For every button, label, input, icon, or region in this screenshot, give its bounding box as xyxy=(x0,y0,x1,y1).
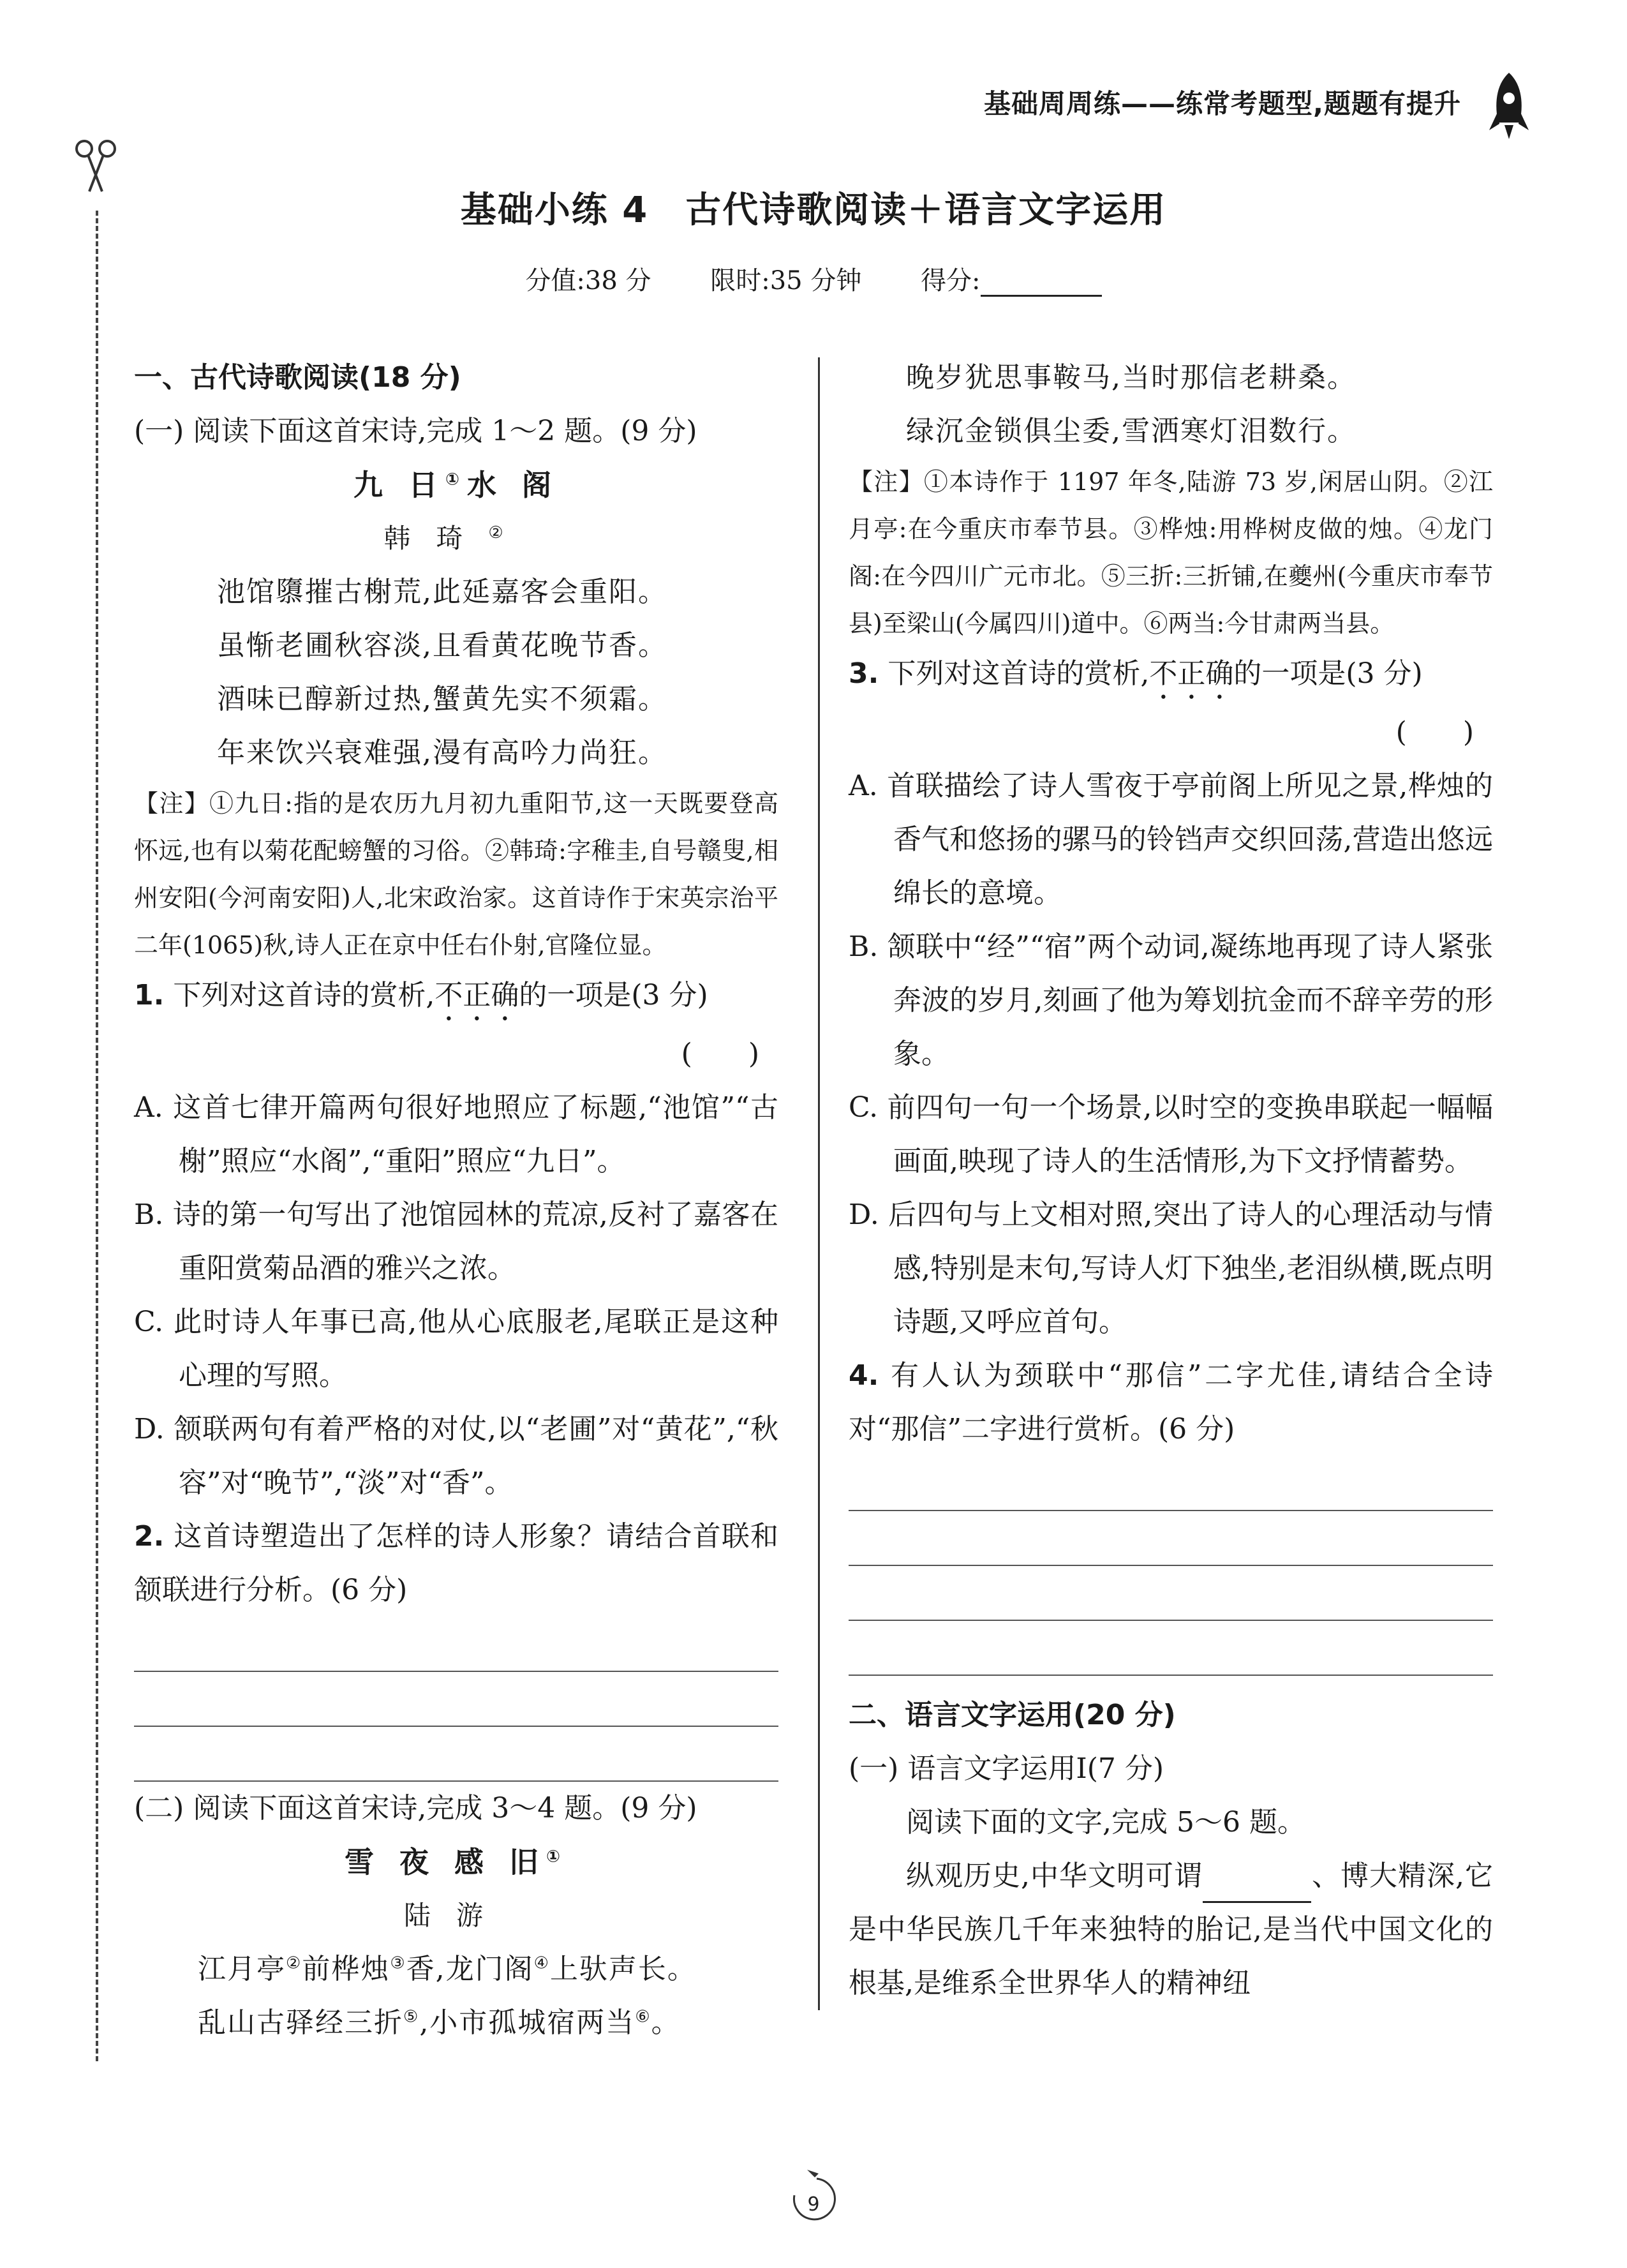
poem2-line2-b: ,小市孤城宿两当 xyxy=(419,2006,635,2039)
poem2-line-1 xyxy=(134,1943,778,1996)
page-number-badge xyxy=(782,2163,845,2234)
poem2-title-text: 雪 夜 感 旧 xyxy=(344,1845,547,1879)
poem2-line-3: 晚岁犹思事鞍马,当时那信老耕桑。 xyxy=(906,361,1356,394)
poem2-line-2 xyxy=(134,1996,778,2050)
question-1-option-d[interactable]: D. 颔联两句有着严格的对仗,以“老圃”对“黄花”,“秋容”对“晚节”,“淡”对“香”。 xyxy=(134,1413,778,1499)
question-1-number: 1. xyxy=(134,979,165,1011)
poem1-title-a: 九 日 xyxy=(353,468,445,502)
question-1-option-c[interactable]: C. 此时诗人年事已高,他从心底服老,尾联正是这种心理的写照。 xyxy=(134,1306,778,1392)
poem2-note: 【注】①本诗作于 1197 年冬,陆游 73 岁,闲居山阴。②江月亭:在今重庆市奉节县。③桦烛:用桦树皮做的烛。④龙门阁:在今四川广元市北。⑤三折:三折铺,在夔州(今重庆市奉节县)至梁山(今属四川)道中。⑥两当:今甘肃两当县。 xyxy=(849,468,1493,638)
question-1-option-a[interactable]: A. 这首七律开篇两句很好地照应了标题,“池馆”“古榭”照应“水阁”,“重阳”照应“九日”。 xyxy=(134,1091,778,1177)
poem1-line: 池馆隳摧古榭荒,此延嘉客会重阳。 xyxy=(217,576,667,608)
poem1-line: 年来饮兴衰难强,漫有高吟力尚狂。 xyxy=(217,736,667,769)
poem1-title-sup: ① xyxy=(445,470,467,489)
question-4-number: 4. xyxy=(849,1359,879,1392)
section2-part1: (一) 语言文字运用Ⅰ(7 分) xyxy=(849,1752,1164,1785)
question-3-number: 3. xyxy=(849,657,879,690)
header-slogan: 基础周周练——练常考题型,题题有提升 xyxy=(984,88,1461,119)
section1-heading: 一、古代诗歌阅读(18 分) xyxy=(134,361,461,394)
poem2-line-4: 绿沉金锁俱尘委,雪洒寒灯泪数行。 xyxy=(906,415,1356,447)
question-1-stem-a: 下列对这首诗的赏析, xyxy=(173,979,435,1011)
poem2-title xyxy=(134,1835,778,1889)
left-column xyxy=(134,351,778,2050)
passage-text-a: 纵观历史,中华文明可谓 xyxy=(906,1860,1203,1892)
poem1-author-sup: ② xyxy=(488,523,529,542)
section2-instruction: 阅读下面的文字,完成 5～6 题。 xyxy=(906,1806,1305,1839)
answer-line[interactable] xyxy=(849,1456,1493,1511)
poem2-line2-a: 乱山古驿经三折 xyxy=(198,2006,403,2039)
question-2 xyxy=(134,1510,778,1617)
score-blank[interactable] xyxy=(981,269,1102,297)
question-4 xyxy=(849,1349,1493,1456)
poem1-line: 酒味已醇新过热,蟹黄先实不须霜。 xyxy=(217,683,667,715)
right-column xyxy=(849,351,1493,2010)
rocket-icon xyxy=(1487,71,1531,142)
question-3-stem-a: 下列对这首诗的赏析, xyxy=(888,657,1150,690)
cut-line xyxy=(96,211,98,2061)
time-limit: 限时:35 分钟 xyxy=(710,266,862,295)
question-3-option-c[interactable]: C. 前四句一句一个场景,以时空的变换串联起一幅幅画面,映现了诗人的生活情形,为下文抒情蓄势。 xyxy=(849,1091,1493,1177)
poem2-line1-d: 上驮声长。 xyxy=(549,1953,697,1985)
poem2-line2-c: 。 xyxy=(651,2006,681,2039)
poem2-author: 陆游 xyxy=(403,1900,509,1931)
poem2-line1-s2: ③ xyxy=(390,1953,406,1973)
page-number: 9 xyxy=(807,2193,820,2216)
passage-blank[interactable] xyxy=(1203,1873,1311,1903)
poem2-line2-s1: ⑤ xyxy=(403,2007,420,2027)
answer-line[interactable] xyxy=(134,1672,778,1727)
section2-passage xyxy=(849,1849,1493,2010)
poem1-author-name: 韩琦 xyxy=(383,523,489,554)
question-1-option-b[interactable]: B. 诗的第一句写出了池馆园林的荒凉,反衬了嘉客在重阳赏菊品酒的雅兴之浓。 xyxy=(134,1198,778,1285)
poem1-author xyxy=(134,512,778,565)
question-3-stem-b: 的一项是(3 分) xyxy=(1233,657,1423,690)
question-1-stem-emph: 不正确 xyxy=(435,979,519,1011)
poem2-line1-b: 前桦烛 xyxy=(302,1953,390,1985)
score-value: 分值:38 分 xyxy=(525,266,651,295)
plane-icon xyxy=(807,2170,819,2177)
question-3-option-b[interactable]: B. 颔联中“经”“宿”两个动词,凝练地再现了诗人紧张奔波的岁月,刻画了他为筹划抗金而不辞辛劳的形象。 xyxy=(849,930,1494,1070)
poem1-title xyxy=(134,458,778,512)
part1-instruction: (一) 阅读下面这首宋诗,完成 1～2 题。(9 分) xyxy=(134,415,697,447)
question-2-number: 2. xyxy=(134,1520,165,1553)
passage-text-b: 、博大精深,它是中华民族几千年来独特的胎记,是当代中国文化的根基,是维系全世界华人的精神纽 xyxy=(849,1860,1493,1999)
question-3-answer-paren[interactable]: ( ) xyxy=(1395,716,1474,749)
question-3-stem-emph: 不正确 xyxy=(1149,657,1234,690)
question-4-stem: 有人认为颈联中“那信”二字尤佳,请结合全诗对“那信”二字进行赏析。(6 分) xyxy=(849,1359,1493,1445)
poem2-line2-s2: ⑥ xyxy=(635,2007,651,2027)
poem1-note: 【注】①九日:指的是农历九月初九重阳节,这一天既要登高怀远,也有以菊花配螃蟹的习俗。②韩琦:字稚圭,自号赣叟,相州安阳(今河南安阳)人,北宋政治家。这首诗作于宋英宗治平二年(1065)秋,诗人正在京中任右仆射,官隆位显。 xyxy=(134,789,778,959)
poem2-title-sup: ① xyxy=(546,1847,568,1867)
question-1-answer-paren[interactable]: ( ) xyxy=(681,1038,759,1070)
poem2-line1-s3: ④ xyxy=(533,1953,550,1973)
page-title: 基础小练 4 古代诗歌阅读＋语言文字运用 xyxy=(460,190,1167,231)
section2-heading: 二、语言文字运用(20 分) xyxy=(849,1699,1176,1731)
question-1 xyxy=(134,969,778,1027)
question-3-option-d[interactable]: D. 后四句与上文相对照,突出了诗人的心理活动与情感,特别是末句,写诗人灯下独坐,老泪纵横,既点明诗题,又呼应首句。 xyxy=(849,1198,1493,1338)
answer-line[interactable] xyxy=(134,1727,778,1782)
answer-line[interactable] xyxy=(849,1566,1493,1621)
question-3 xyxy=(849,647,1493,706)
poem1-line: 虽惭老圃秋容淡,且看黄花晚节香。 xyxy=(217,629,667,662)
poem2-line1-s1: ② xyxy=(286,1953,302,1973)
part2-instruction: (二) 阅读下面这首宋诗,完成 3～4 题。(9 分) xyxy=(134,1792,697,1824)
question-3-option-a[interactable]: A. 首联描绘了诗人雪夜于亭前阁上所见之景,桦烛的香气和悠扬的骡马的铃铛声交织回荡,营造出悠远绵长的意境。 xyxy=(849,770,1493,909)
poem2-line1-c: 香,龙门阁 xyxy=(406,1953,534,1985)
poem2-line1-a: 江月亭 xyxy=(198,1953,286,1985)
score-field xyxy=(921,266,1101,295)
answer-line[interactable] xyxy=(849,1621,1493,1676)
question-2-stem: 这首诗塑造出了怎样的诗人形象？请结合首联和颔联进行分析。(6 分) xyxy=(134,1520,778,1606)
answer-line[interactable] xyxy=(134,1617,778,1672)
score-label: 得分: xyxy=(921,266,981,295)
score-info xyxy=(0,260,1627,297)
question-1-stem-b: 的一项是(3 分) xyxy=(519,979,708,1011)
column-divider xyxy=(818,357,820,2010)
answer-line[interactable] xyxy=(849,1511,1493,1566)
poem1-title-b: 水 阁 xyxy=(467,468,560,502)
